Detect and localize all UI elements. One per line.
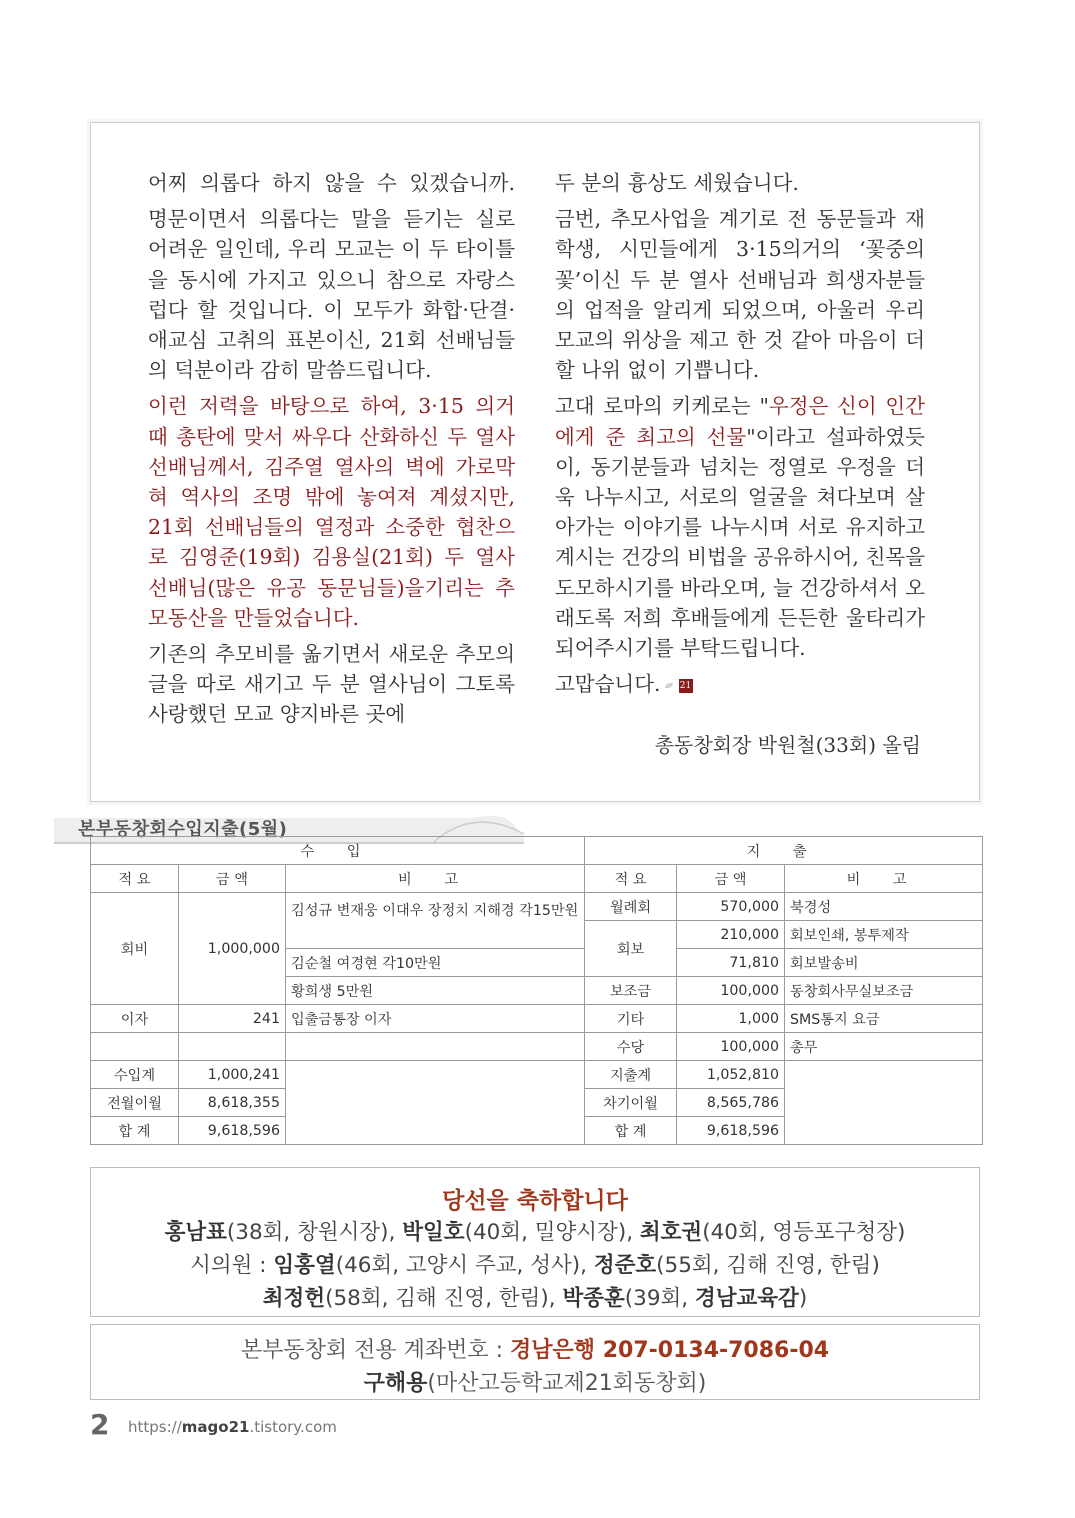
url-domain: mago21 [181,1418,250,1436]
letter-highlight-paragraph: 이런 저력을 바탕으로 하여, 3·15 의거 때 총탄에 맞서 싸우다 산화하신 두 열사 선배님께서, 김주열 열사의 벽에 가로막혀 역사의 조명 밖에 놓여져 계셨지만, 21회 선배님들의 열정과 소중한 협찬으로 김영준(19회) 김용실(21회) 두 열사 선배님(많은 유공 동문님들)을기리는 추모동산을 만들었습니다. [148,394,515,630]
letter-paragraph: 금번, 추모사업을 계기로 전 동문들과 재학생, 시민들에게 3·15의거의 ‘꽃중의 꽃’이신 두 분 열사 선배님과 희생자분들의 업적을 알리게 되었으며, 아울러 우리 모교의 위상을 제고 한 것 같아 마음이 더할 나위 없이 기쁩니다. [555,207,925,383]
cell: 8,565,786 [677,1089,785,1117]
name: 홍남표 [164,1220,227,1245]
detail: (40회, 영등포구청장) [702,1220,906,1245]
cell: SMS통지 요금 [785,1005,983,1033]
cell: 570,000 [677,893,785,921]
cell: 1,000,241 [179,1061,286,1089]
table-row [91,1005,983,1033]
letter-paragraph: 기존의 추모비를 옮기면서 새로운 추모의 글을 따로 새기고 두 분 열사님이 그토록 사랑했던 모교 양지바른 곳에 [148,642,515,727]
col-amount: 금 액 [677,865,785,893]
cell: 회보인쇄, 봉투제작 [785,921,983,949]
finance-title: 본부동창회수입지출(5월) [78,819,288,840]
cell: 1,000 [677,1005,785,1033]
name: 최정헌 [262,1286,326,1311]
cell: 합 계 [91,1117,179,1145]
cell: 회보 [585,921,677,977]
letter-left-column [148,168,515,736]
cell: 김성규 변재웅 이대우 장정치 지해경 각15만원 [286,893,585,949]
expense-header: 지 출 [585,837,983,865]
account-label: 본부동창회 전용 계좌번호 : [240,1338,511,1363]
cicero-quote: 우정은 신이 인간에게 준 최고의 선물 [555,394,925,449]
col-desc: 적 요 [91,865,179,893]
cell: 보조금 [585,977,677,1005]
congrats-line [91,1250,979,1281]
cell: 합 계 [585,1117,677,1145]
cell: 수당 [585,1033,677,1061]
table-row [91,893,983,921]
col-note: 비 고 [785,865,983,893]
cell: 71,810 [677,949,785,977]
cell: 차기이월 [585,1089,677,1117]
letter-paragraph: 두 분의 흉상도 세웠습니다. [555,171,799,195]
account-holder-line [91,1366,979,1397]
name: 정준호 [593,1253,657,1278]
quote-intro: 고대 로마의 키케로는 " [555,394,769,419]
cell: 수입계 [91,1061,179,1089]
letter-right-column [555,168,925,705]
name: 박일호 [402,1220,465,1245]
letter-paragraph: 어찌 의롭다 하지 않을 수 있겠습니까. [148,171,515,195]
account-number: 경남은행 207-0134-7086-04 [510,1338,830,1363]
cell: 100,000 [677,1033,785,1061]
letter-paragraph [555,391,925,663]
congrats-title: 당선을 축하합니다 [442,1188,628,1214]
cell: 지출계 [585,1061,677,1089]
cell: 기타 [585,1005,677,1033]
detail: (40회, 밀양시장), [464,1220,640,1245]
footer-url[interactable] [128,1418,337,1436]
url-prefix: https:// [128,1418,182,1436]
congrats-line [91,1217,979,1248]
account-box [90,1324,980,1400]
cell: 북경성 [785,893,983,921]
finance-table [90,836,983,1145]
cell: 100,000 [677,977,785,1005]
cell: 김순철 여경현 각10만원 [286,949,585,977]
cell: 8,618,355 [179,1089,286,1117]
cell [286,1061,585,1145]
detail: (39회, [624,1286,695,1311]
col-amount: 금 액 [179,865,286,893]
cell: 동창회사무실보조금 [785,977,983,1005]
detail: (58회, 김해 진영, 한림), [325,1286,563,1311]
letter-box [90,122,980,802]
congrats-box [90,1167,980,1317]
cell [785,1061,983,1145]
detail: (38회, 창원시장), [226,1220,403,1245]
letter-signature: 총동창회장 박원철(33회) 올림 [654,733,921,757]
name: 경남교육감 [694,1286,799,1311]
income-header: 수 입 [91,837,585,865]
cell: 월례회 [585,893,677,921]
cell: 1,000,000 [179,893,286,1005]
quote-rest: "이라고 설파하였듯이, 동기분들과 넘치는 정열로 우정을 더욱 나누시고, 서로의 얼굴을 쳐다보며 살아가는 이야기를 나누시며 서로 유지하고 계시는 건강의 비법을 공유하시어, 친목을 도모하시기를 바라오며, 늘 건강하셔서 오래도록 저희 후배들에게 든든한 울타리가 되어주시기를 부탁드립니다. [555,424,925,661]
cell: 전월이월 [91,1089,179,1117]
cell [91,1033,179,1061]
closing-text: 고맙습니다. [555,672,661,697]
cell: 황희생 5만원 [286,977,585,1005]
cell: 이자 [91,1005,179,1033]
cell: 회비 [91,893,179,1005]
cell: 1,052,810 [677,1061,785,1089]
detail: (55회, 김해 진영, 한림) [656,1253,880,1278]
cell: 210,000 [677,921,785,949]
account-holder-note: (마산고등학교제21회동창회) [427,1371,707,1396]
cell: 총무 [785,1033,983,1061]
name: 박종훈 [562,1286,625,1311]
cell [179,1033,286,1061]
col-desc: 적 요 [585,865,677,893]
detail: 시의원 : [190,1253,274,1278]
page-number: 2 [90,1408,110,1441]
letter-paragraph: 명문이면서 의롭다는 말을 듣기는 실로 어려운 일인데, 우리 모교는 이 두 타이틀을 동시에 가지고 있으니 참으로 자랑스럽다 할 것입니다. 이 모두가 화합·단결·애교심 고취의 표본이신, 21회 선배님들의 덕분이라 감히 말씀드립니다. [148,207,515,383]
cell: 241 [179,1005,286,1033]
account-line [91,1333,979,1364]
table-row [91,1033,983,1061]
table-header-row [91,837,983,865]
col-note: 비 고 [286,865,585,893]
congrats-line [91,1283,979,1314]
cell: 회보발송비 [785,949,983,977]
name: 최호권 [639,1220,703,1245]
cell: 9,618,596 [179,1117,286,1145]
table-row [91,1061,983,1089]
leaf-icon [665,683,673,688]
table-subheader-row [91,865,983,893]
letter-closing [555,669,925,699]
url-suffix: .tistory.com [249,1418,337,1436]
cell: 입출금통장 이자 [286,1005,585,1033]
logo-stamp-icon: 21 [679,680,692,691]
cell: 9,618,596 [677,1117,785,1145]
cell [286,1033,585,1061]
account-holder: 구해용 [363,1371,428,1396]
detail: ) [798,1286,808,1311]
detail: (46회, 고양시 주교, 성사), [335,1253,594,1278]
name: 임홍열 [273,1253,336,1278]
